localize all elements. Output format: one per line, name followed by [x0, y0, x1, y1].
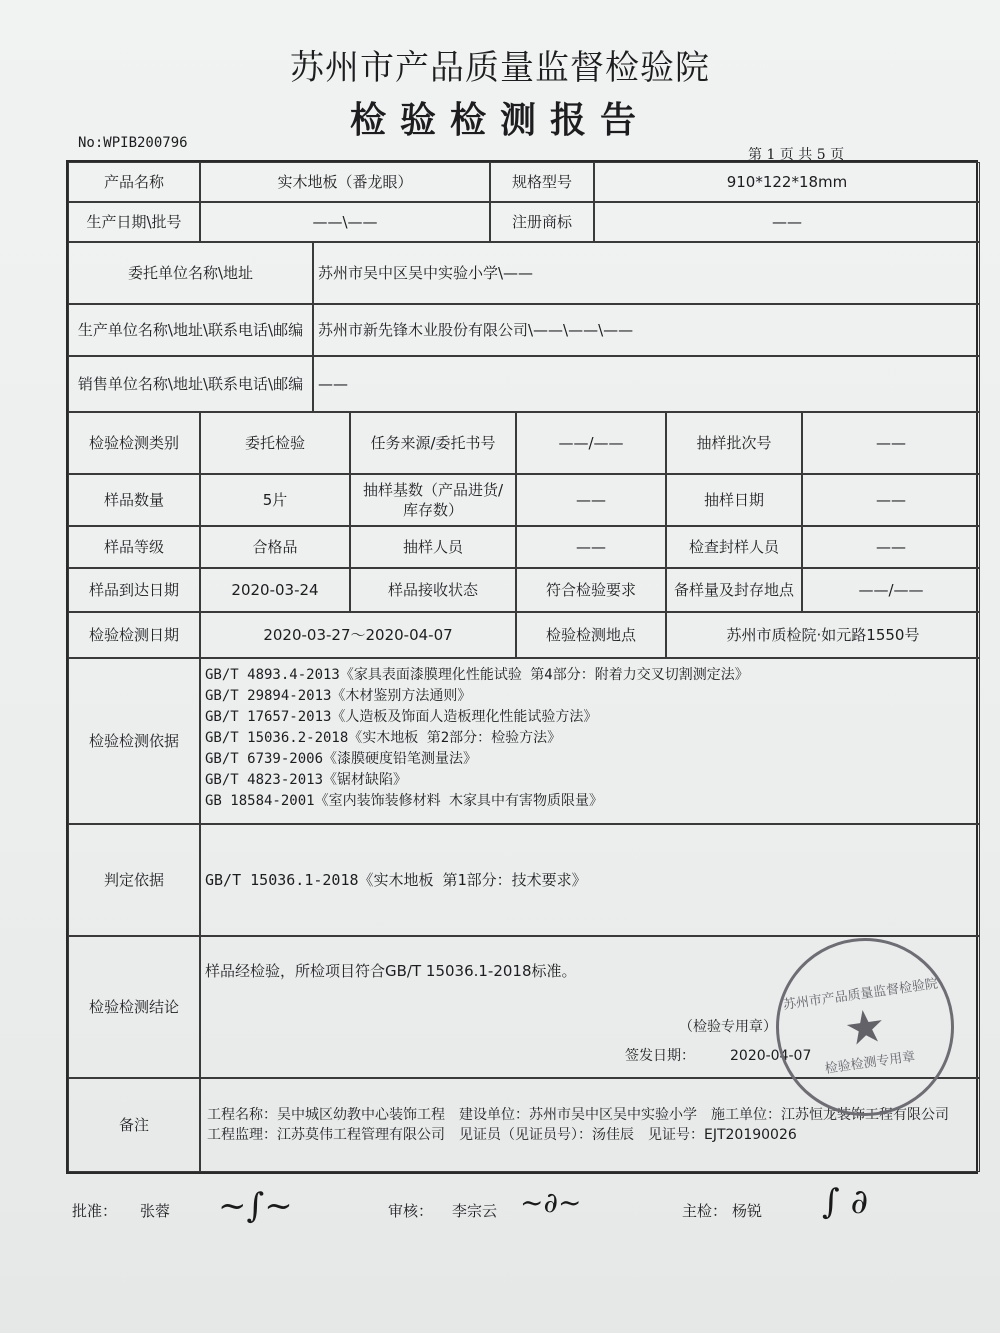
- test-basis-item: GB/T 6739-2006《漆膜硬度铅笔测量法》: [205, 751, 478, 767]
- label-production-date-batch: 生产日期\批号: [68, 202, 200, 242]
- value-sampler: ——: [516, 526, 666, 568]
- value-receipt-status: 符合检验要求: [516, 568, 666, 612]
- inspect-name: 杨锐: [732, 1202, 763, 1220]
- label-manufacturer: 生产单位名称\地址\联系电话\邮编: [68, 304, 313, 356]
- approve-label: 批准：: [72, 1202, 118, 1220]
- label-sampler: 抽样人员: [350, 526, 516, 568]
- label-spec-model: 规格型号: [490, 162, 594, 202]
- value-storage: ——/——: [802, 568, 980, 612]
- value-seller: ——: [313, 356, 980, 412]
- value-sampling-base: ——: [516, 474, 666, 526]
- label-storage: 备样量及封存地点: [666, 568, 802, 612]
- test-basis-item: GB/T 4823-2013《锯材缺陷》: [205, 772, 408, 788]
- value-sampling-batch: ——: [802, 412, 980, 474]
- seal-bottom-text: 检验检测专用章: [823, 1049, 917, 1077]
- value-test-location: 苏州市质检院·如元路1550号: [666, 612, 980, 658]
- label-sampling-batch: 抽样批次号: [666, 412, 802, 474]
- label-sample-quantity: 样品数量: [68, 474, 200, 526]
- label-receipt-status: 样品接收状态: [350, 568, 516, 612]
- test-basis-item: GB/T 4893.4-2013《家具表面漆膜理化性能试验 第4部分：附着力交叉切割测定法》: [205, 667, 749, 683]
- report-number: No:WPIB200796: [78, 135, 188, 151]
- test-basis-item: GB/T 17657-2013《人造板及饰面人造板理化性能试验方法》: [205, 709, 598, 725]
- label-test-basis: 检验检测依据: [68, 658, 200, 824]
- test-basis-list: [200, 658, 980, 824]
- approve-signature: ~∫~: [218, 1186, 293, 1226]
- value-product-name: 实木地板（番龙眼）: [200, 162, 490, 202]
- value-sampling-date: ——: [802, 474, 980, 526]
- label-judgment-basis: 判定依据: [68, 824, 200, 936]
- value-task-source: ——/——: [516, 412, 666, 474]
- page-indicator: 第 1 页 共 5 页: [748, 147, 845, 163]
- label-client: 委托单位名称\地址: [68, 242, 313, 304]
- star-icon: ★: [840, 997, 890, 1057]
- stamp-note: （检验专用章）: [679, 1019, 777, 1035]
- label-sampling-base: 抽样基数（产品进货/库存数）: [350, 474, 516, 526]
- inspect-label: 主检：: [682, 1202, 728, 1220]
- label-seller: 销售单位名称\地址\联系电话\邮编: [68, 356, 313, 412]
- seal-ring-text: 苏州市产品质量监督检验院: [782, 976, 939, 1014]
- value-test-date: 2020-03-27～2020-04-07: [200, 612, 516, 658]
- value-judgment-basis: GB/T 15036.1-2018《实木地板 第1部分：技术要求》: [200, 824, 980, 936]
- value-arrival-date: 2020-03-24: [200, 568, 350, 612]
- value-sample-quantity: 5片: [200, 474, 350, 526]
- value-spec-model: 910*122*18mm: [594, 162, 980, 202]
- institute-title: 苏州市产品质量监督检验院: [290, 48, 710, 88]
- issue-date: 签发日期： 2020-04-07: [625, 1048, 812, 1064]
- value-manufacturer: 苏州市新先锋木业股份有限公司\——\——\——: [313, 304, 980, 356]
- value-sample-grade: 合格品: [200, 526, 350, 568]
- label-sample-grade: 样品等级: [68, 526, 200, 568]
- label-trademark: 注册商标: [490, 202, 594, 242]
- value-seal-checker: ——: [802, 526, 980, 568]
- test-basis-item: GB/T 15036.2-2018《实木地板 第2部分：检验方法》: [205, 730, 562, 746]
- label-product-name: 产品名称: [68, 162, 200, 202]
- inspect-signature: ∫ ∂: [822, 1182, 869, 1222]
- value-test-category: 委托检验: [200, 412, 350, 474]
- label-arrival-date: 样品到达日期: [68, 568, 200, 612]
- label-task-source: 任务来源/委托书号: [350, 412, 516, 474]
- label-test-location: 检验检测地点: [516, 612, 666, 658]
- test-basis-item: GB/T 29894-2013《木材鉴别方法通则》: [205, 688, 472, 704]
- value-client: 苏州市吴中区吴中实验小学\——: [313, 242, 980, 304]
- label-remarks: 备注: [68, 1078, 200, 1172]
- label-test-date: 检验检测日期: [68, 612, 200, 658]
- review-signature: ~∂~: [520, 1186, 582, 1219]
- review-label: 审核：: [388, 1202, 434, 1220]
- label-sampling-date: 抽样日期: [666, 474, 802, 526]
- report-title: 检验检测报告: [349, 100, 650, 141]
- value-production-date-batch: ——\——: [200, 202, 490, 242]
- remarks-text: 工程名称：吴中城区幼教中心装饰工程 建设单位：苏州市吴中区吴中实验小学 施工单位：江苏恒龙装饰工程有限公司 工程监理：江苏莫伟工程管理有限公司 见证员（见证员号）：汤佳辰 见证号：EJT20190026: [200, 1078, 980, 1172]
- label-seal-checker: 检查封样人员: [666, 526, 802, 568]
- review-name: 李宗云: [452, 1202, 498, 1220]
- value-trademark: ——: [594, 202, 980, 242]
- approve-name: 张蓉: [140, 1202, 171, 1220]
- test-basis-item: GB 18584-2001《室内装饰装修材料 木家具中有害物质限量》: [205, 793, 604, 809]
- label-test-category: 检验检测类别: [68, 412, 200, 474]
- label-conclusion: 检验检测结论: [68, 936, 200, 1078]
- conclusion-text: 样品经检验，所检项目符合GB/T 15036.1-2018标准。: [205, 962, 577, 980]
